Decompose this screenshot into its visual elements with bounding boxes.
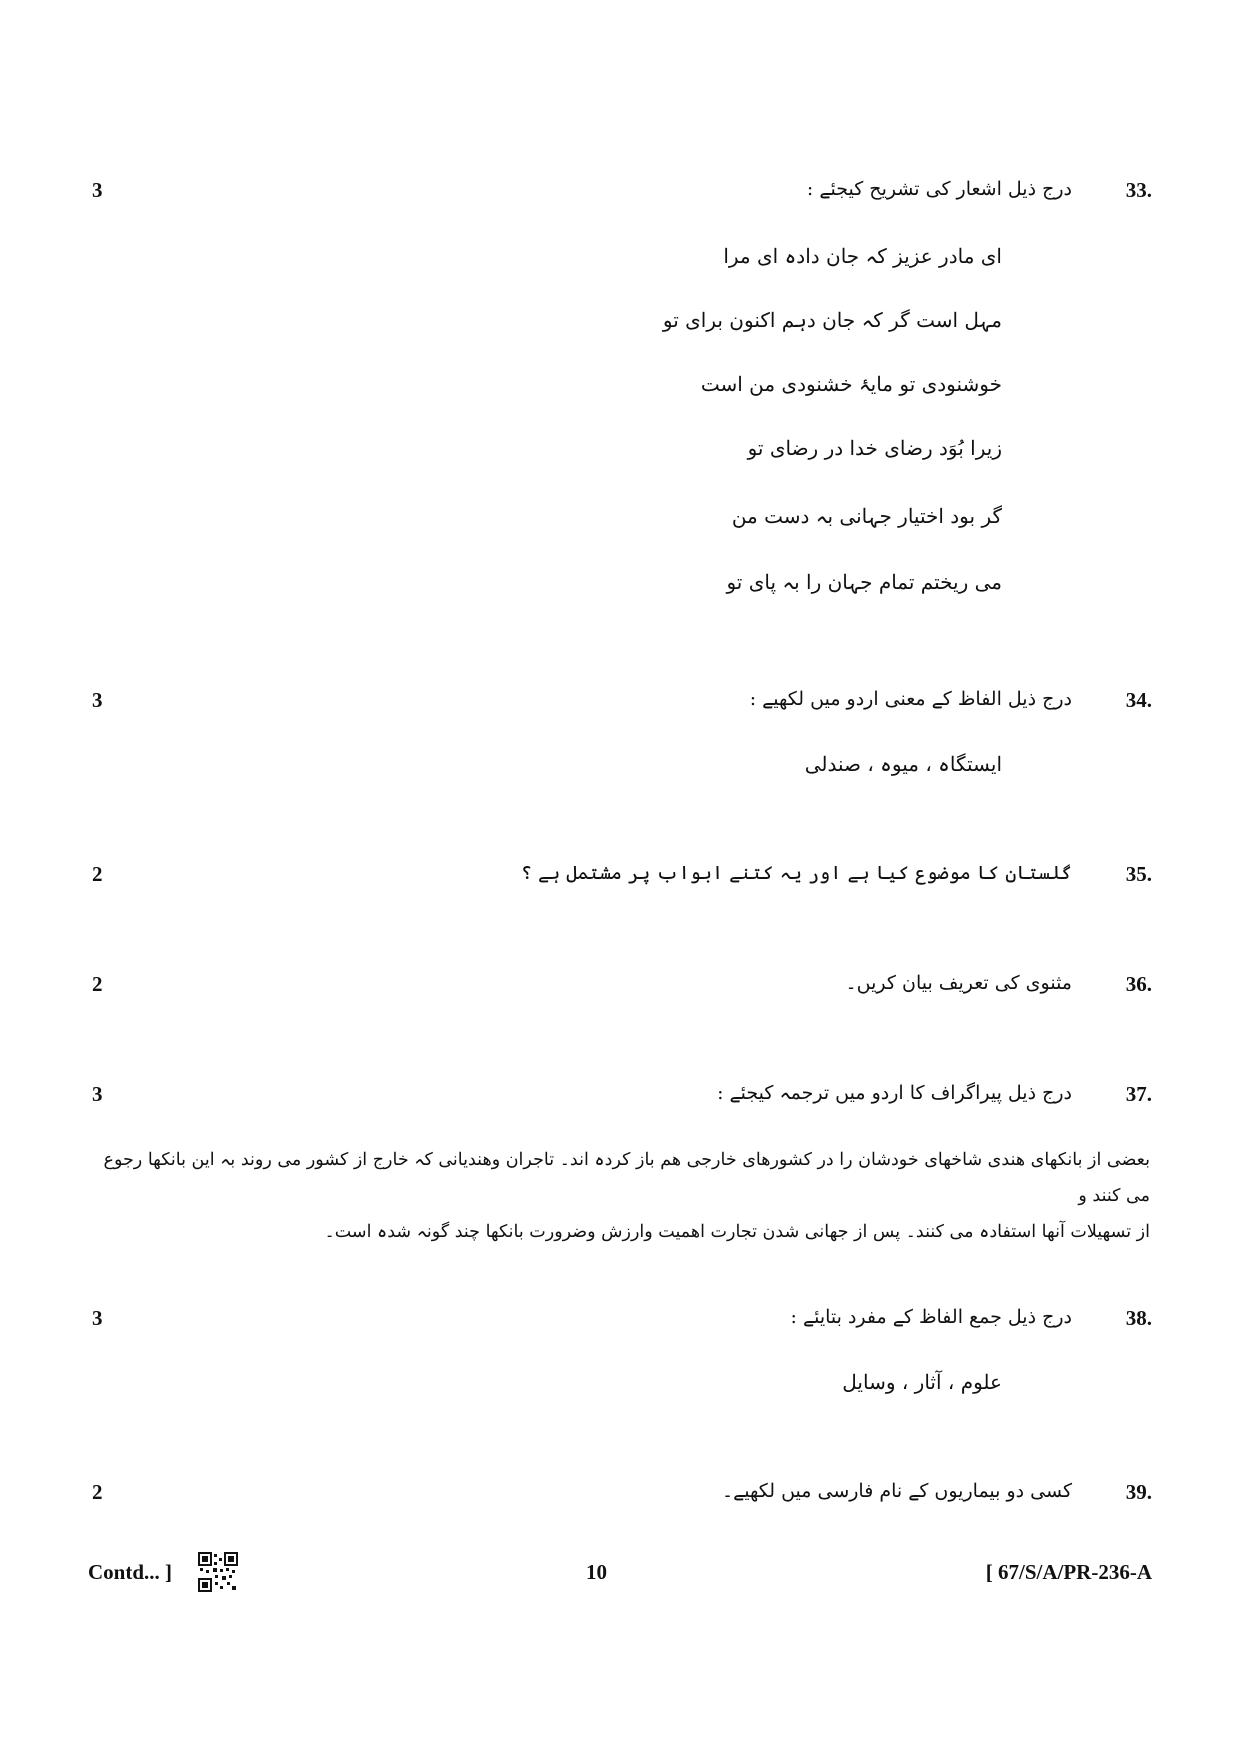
marks-q34: 3 xyxy=(92,688,103,712)
qr-code-icon xyxy=(198,1552,238,1592)
translation-paragraph xyxy=(85,1142,1150,1250)
question-34-number: 34. xyxy=(1125,688,1152,712)
question-34-text: درج ذیل الفاظ کے معنی اردو میں لکھیے : xyxy=(749,688,1072,710)
question-37-text: درج ذیل پیراگراف کا اردو میں ترجمہ کیجئے : xyxy=(717,1082,1072,1104)
verse-line: زیرا بُوَد رضای خدا در رضای تو xyxy=(747,436,1002,460)
marks-q37: 3 xyxy=(92,1082,103,1106)
question-39-number: 39. xyxy=(1125,1480,1152,1504)
verse-line: مہل است گر کہ جان دہم اکنون برای تو xyxy=(662,308,1002,332)
question-38-text: درج ذیل جمع الفاظ کے مفرد بتایئے : xyxy=(790,1306,1072,1328)
word-list: علوم ، آثار ، وسایل xyxy=(842,1370,1002,1394)
question-33-text: درج ذیل اشعار کی تشریح کیجئے : xyxy=(806,178,1072,200)
marks-q39: 2 xyxy=(92,1480,103,1504)
page-number: 10 xyxy=(586,1560,607,1584)
contd-label: Contd... ] xyxy=(88,1560,173,1584)
question-38-number: 38. xyxy=(1125,1306,1152,1330)
marks-q33: 3 xyxy=(92,178,103,202)
question-35-number: 35. xyxy=(1125,862,1152,886)
question-39-text: کسی دو بیماریوں کے نام فارسی میں لکھیے۔ xyxy=(721,1480,1072,1502)
marks-q38: 3 xyxy=(92,1306,103,1330)
question-36-number: 36. xyxy=(1125,972,1152,996)
paragraph-line: بعضی از بانکھای ھندی شاخھای خودشان را در کشورھای خارجی ھم باز کردہ اند۔ تاجران وھندیانی کہ خارج از کشور می روند بہ این بانکھا رجوع می کنند و xyxy=(103,1150,1150,1206)
word-list: ایستگاہ ، میوہ ، صندلی xyxy=(804,752,1002,776)
paper-code: [ 67/S/A/PR-236-A xyxy=(985,1560,1152,1584)
marks-q36: 2 xyxy=(92,972,103,996)
question-36-text: مثنوی کی تعریف بیان کریں۔ xyxy=(845,972,1072,994)
verse-line: می ریختم تمام جہان را بہ پای تو xyxy=(726,570,1002,594)
marks-q35: 2 xyxy=(92,862,103,886)
verse-line: خوشنودی تو مایۂ خشنودی من است xyxy=(700,372,1002,396)
question-37-number: 37. xyxy=(1125,1082,1152,1106)
question-33-number: 33. xyxy=(1125,178,1152,202)
paragraph-line: از تسھیلات آنھا استفادہ می کنند۔ پس از جھانی شدن تجارت اھمیت وارزش وضرورت بانکھا چند گونہ شدہ است۔ xyxy=(324,1222,1150,1242)
verse-line: گر بود اختیار جہانی بہ دست من xyxy=(731,504,1002,528)
question-35-text: گلستان کا موضوع کیا ہے اور یہ کتنے ابواب پر مشتمل ہے ؟ xyxy=(520,862,1072,884)
verse-line: ای مادر عزیز کہ جان دادہ ای مرا xyxy=(723,244,1002,268)
